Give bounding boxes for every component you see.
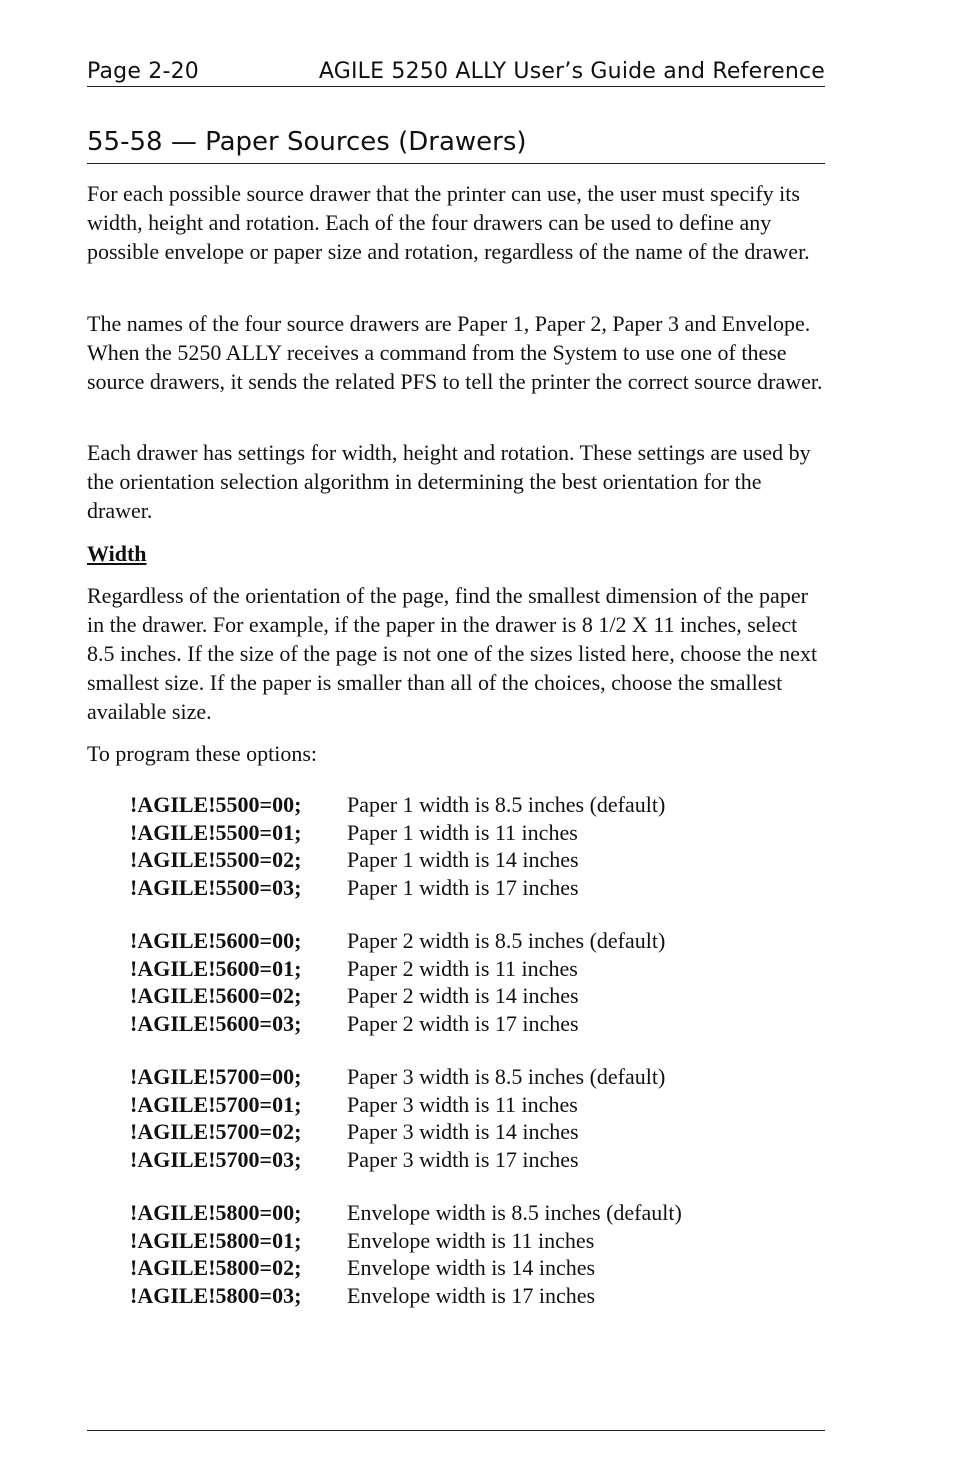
command-row — [130, 955, 810, 983]
command-code: !AGILE!5500=01; — [130, 819, 302, 845]
command-code: !AGILE!5700=01; — [130, 1091, 302, 1117]
width-description-paragraph: Regardless of the orientation of the page, find the smallest dimension of the paper in the drawer. For example, if the paper in the drawer is 8 1/2 X 11 inches, select 8.5 inches. If the size of the page is not one of the sizes listed here, choose the next smallest size. If the paper is smaller than all of the choices, choose the smallest available size. — [87, 583, 818, 724]
command-row — [130, 1254, 810, 1282]
command-code: !AGILE!5500=00; — [130, 792, 302, 817]
program-intro-paragraph: To program these options: — [87, 741, 318, 766]
command-code: !AGILE!5600=03; — [130, 1010, 302, 1036]
command-row — [130, 819, 810, 847]
command-description: Paper 3 width is 8.5 inches (default) — [347, 1064, 666, 1089]
command-code: !AGILE!5700=03; — [130, 1146, 302, 1172]
command-row — [130, 1227, 810, 1255]
command-description: Paper 2 width is 14 inches — [347, 983, 579, 1008]
command-code: !AGILE!5600=02; — [130, 983, 302, 1008]
document-title: AGILE 5250 ALLY User’s Guide and Reference — [318, 59, 825, 84]
command-group-paper-1 — [130, 791, 810, 901]
command-description: Envelope width is 8.5 inches (default) — [347, 1200, 682, 1225]
command-code: !AGILE!5800=00; — [130, 1200, 302, 1225]
command-description: Paper 1 width is 8.5 inches (default) — [347, 792, 666, 817]
command-row — [130, 1282, 810, 1310]
document-page — [87, 0, 825, 1475]
command-code: !AGILE!5800=01; — [130, 1227, 302, 1253]
running-header — [87, 58, 825, 87]
command-row — [130, 1063, 810, 1091]
command-row — [130, 1010, 810, 1038]
command-description: Paper 3 width is 17 inches — [347, 1146, 579, 1172]
command-description: Envelope width is 11 inches — [347, 1227, 595, 1253]
page-number: Page 2-20 — [87, 59, 199, 84]
command-description: Paper 1 width is 14 inches — [347, 847, 579, 872]
command-code: !AGILE!5700=02; — [130, 1119, 302, 1144]
drawer-settings-paragraph: Each drawer has settings for width, height and rotation. These settings are used by the orientation selection algorithm in determining the best orientation for the drawer. — [87, 440, 811, 523]
command-code: !AGILE!5700=00; — [130, 1064, 302, 1089]
command-row — [130, 1091, 810, 1119]
command-row — [130, 927, 810, 955]
drawer-names-paragraph: The names of the four source drawers are Paper 1, Paper 2, Paper 3 and Envelope. When the 5250 ALLY receives a command from the System to use one of these source drawers, it sends the related PFS to tell the printer the correct source drawer. — [87, 311, 823, 394]
width-subheading: Width — [87, 541, 147, 566]
command-description: Envelope width is 17 inches — [347, 1282, 596, 1308]
command-row — [130, 846, 810, 874]
command-row — [130, 1146, 810, 1174]
command-code: !AGILE!5600=00; — [130, 928, 302, 953]
command-description: Paper 1 width is 11 inches — [347, 819, 578, 845]
command-row — [130, 1118, 810, 1146]
command-group-paper-2 — [130, 927, 810, 1037]
footer-rule — [87, 1430, 825, 1431]
command-description: Envelope width is 14 inches — [347, 1255, 596, 1280]
command-row — [130, 982, 810, 1010]
command-code: !AGILE!5500=03; — [130, 874, 302, 900]
command-description: Paper 3 width is 14 inches — [347, 1119, 579, 1144]
command-code: !AGILE!5600=01; — [130, 955, 302, 981]
intro-paragraph: For each possible source drawer that the printer can use, the user must specify its width, height and rotation. Each of the four drawers can be used to define any possible envelope or paper size and rotation, regardless of the name of the drawer. — [87, 181, 810, 264]
command-code: !AGILE!5500=02; — [130, 847, 302, 872]
command-description: Paper 2 width is 11 inches — [347, 955, 578, 981]
command-group-envelope — [130, 1199, 810, 1309]
command-description: Paper 2 width is 8.5 inches (default) — [347, 928, 666, 953]
command-row — [130, 874, 810, 902]
command-code: !AGILE!5800=02; — [130, 1255, 302, 1280]
command-list — [130, 791, 810, 1335]
section-heading: 55-58 — Paper Sources (Drawers) — [87, 124, 825, 164]
command-group-paper-3 — [130, 1063, 810, 1173]
command-code: !AGILE!5800=03; — [130, 1282, 302, 1308]
command-description: Paper 2 width is 17 inches — [347, 1010, 579, 1036]
command-description: Paper 3 width is 11 inches — [347, 1091, 578, 1117]
command-description: Paper 1 width is 17 inches — [347, 874, 579, 900]
command-row — [130, 1199, 810, 1227]
command-row — [130, 791, 810, 819]
